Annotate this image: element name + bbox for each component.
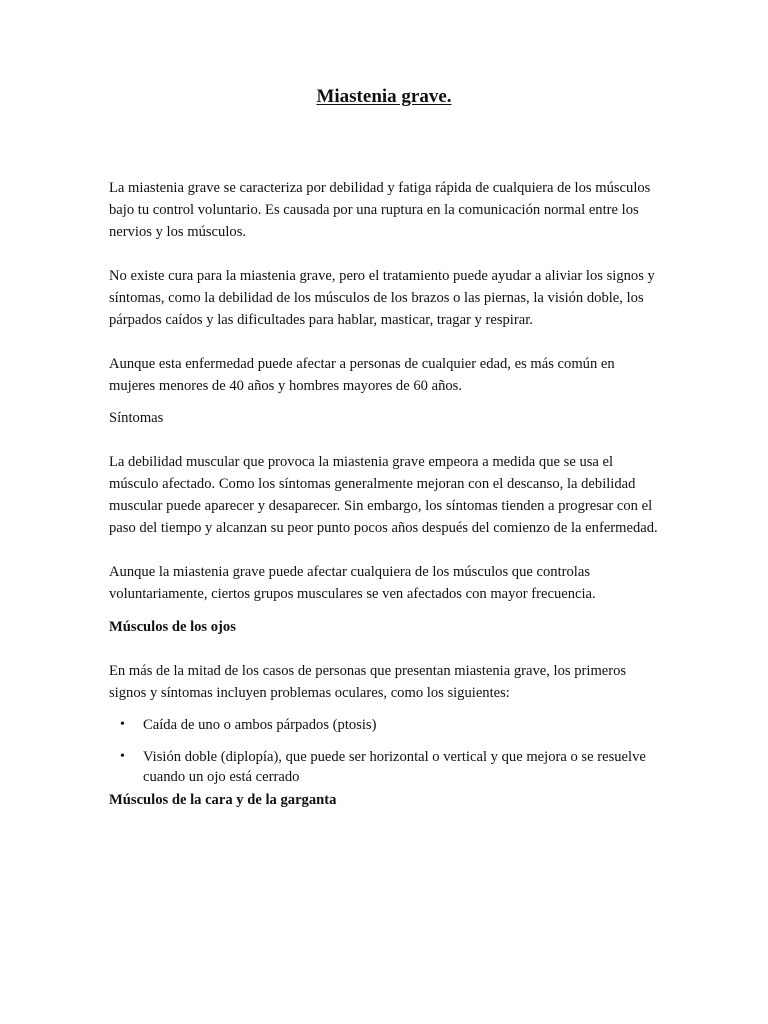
paragraph-eye-problems: En más de la mitad de los casos de personas que presentan miastenia grave, los primeros signos y síntomas incluyen problemas oculares, como los siguientes: — [109, 663, 627, 701]
list-item — [109, 715, 661, 735]
paragraph-muscle-groups: Aunque la miastenia grave puede afectar cualquiera de los músculos que controlas voluntariamente, ciertos grupos musculares se ven afectados con mayor frecuencia. — [109, 564, 596, 602]
paragraph-intro: La miastenia grave se caracteriza por debilidad y fatiga rápida de cualquiera de los músculos bajo tu control voluntario. Es causada por una ruptura en la comunicación normal entre los nervios y los músculos. — [109, 180, 651, 240]
paragraph-age: Aunque esta enfermedad puede afectar a personas de cualquier edad, es más común en mujeres menores de 40 años y hombres mayores de 60 años. — [109, 356, 615, 394]
list-item-text: Caída de uno o ambos párpados (ptosis) — [143, 717, 377, 733]
paragraph-weakness: La debilidad muscular que provoca la miastenia grave empeora a medida que se usa el músculo afectado. Como los síntomas generalmente mejoran con el descanso, la debilidad muscular puede aparecer y desaparecer. Sin embargo, los síntomas tienden a progresar con el paso del tiempo y alcanzan su peor punto pocos años después del comienzo de la enfermedad. — [109, 454, 658, 536]
document-title: Miastenia grave. — [316, 86, 452, 107]
paragraph-treatment: No existe cura para la miastenia grave, pero el tratamiento puede ayudar a aliviar los signos y síntomas, como la debilidad de los músculos de los brazos o las piernas, la visión doble, los párpados caídos y las dificultades para hablar, masticar, tragar y respirar. — [109, 268, 655, 328]
heading-sintomas: Síntomas — [109, 410, 164, 426]
bullet-icon: • — [120, 749, 125, 764]
list-item-text: Visión doble (diplopía), que puede ser horizontal o vertical y que mejora o se resuelve cuando un ojo está cerrado — [143, 749, 646, 785]
document-body — [109, 177, 661, 811]
list-item — [109, 747, 661, 787]
bullet-icon: • — [120, 717, 125, 732]
heading-musculos-cara-garganta: Músculos de la cara y de la garganta — [109, 792, 337, 808]
eye-symptoms-list — [109, 715, 661, 787]
heading-musculos-ojos: Músculos de los ojos — [109, 619, 236, 635]
